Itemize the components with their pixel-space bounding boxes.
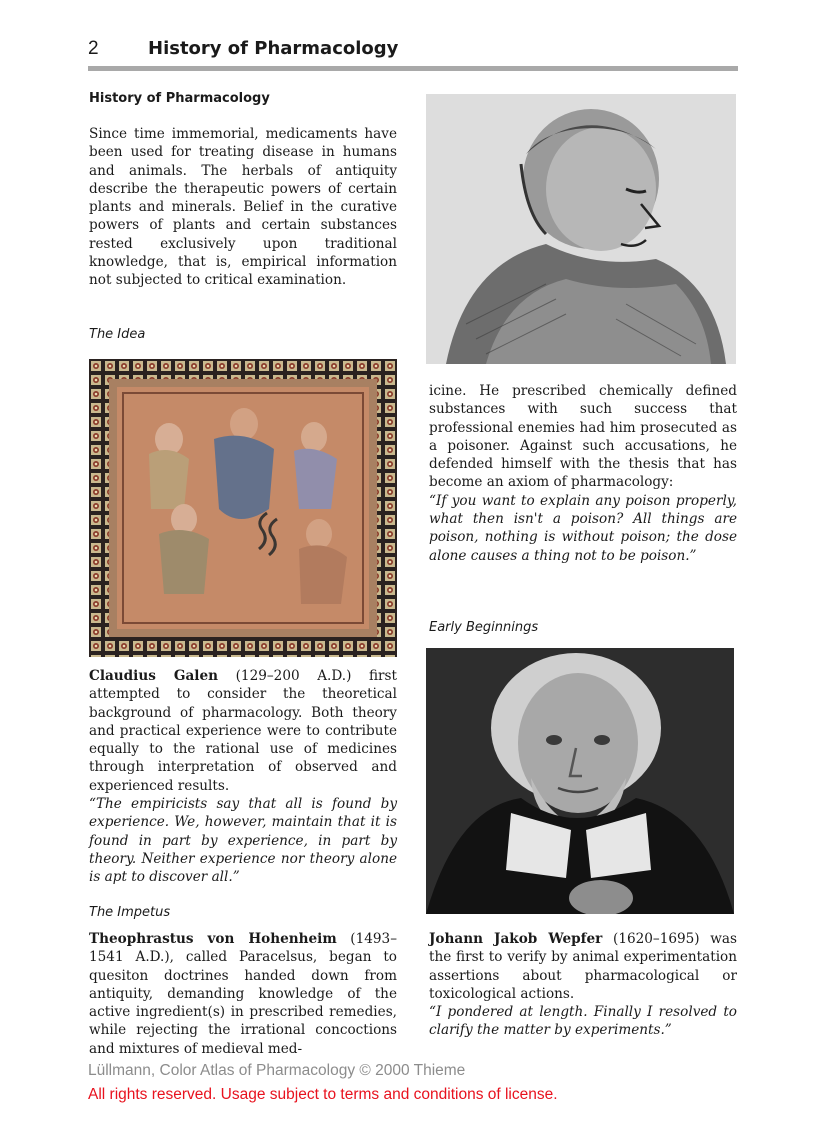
hohenheim-text: (1493–1541 A.D.), called Paracelsus, began to quesiton doctrines handed down from antiquity, demanding knowledge of the active ingredient(s) in prescribed remedies, while rejecting the irrational concoctions and mixtures of medieval med- — [89, 931, 397, 1057]
wepfer-quote: “I pondered at length. Finally I resolved to clarify the matter by experiments.” — [429, 1004, 737, 1039]
manuscript-image — [89, 359, 397, 657]
galen-text: (129–200 A.D.) first attempted to consider the theoretical background of pharmacology. Both theory and practical experience were to contribute equally to the rational use of medicines through interpretation of observed and experienced results. — [89, 668, 397, 794]
wepfer-name: Johann Jakob Wepfer — [429, 931, 603, 947]
early-heading: Early Beginnings — [429, 620, 539, 635]
galen-manuscript-illustration — [89, 359, 397, 657]
impetus-heading: The Impetus — [89, 905, 171, 920]
intro-text: Since time immemorial, medicaments have been used for treating disease in humans and animals. The herbals of antiquity describe the therapeutic powers of certain plants and minerals. Belief in the curative powers of plants and certain substances rested exclusively upon traditional knowledge, that is, empirical information not subjected to critical examination. — [89, 126, 397, 289]
idea-heading: The Idea — [89, 327, 146, 342]
running-title: History of Pharmacology — [148, 38, 399, 59]
galen-paragraph — [89, 667, 397, 887]
paracelsus-portrait — [426, 94, 736, 364]
wepfer-text: (1620–1695) was the first to verify by animal experimentation assertions about pharmacological or toxicological actions. — [429, 931, 738, 1002]
page-number: 2 — [88, 38, 99, 59]
wepfer-paragraph — [429, 930, 737, 1040]
paracelsus-paragraph — [429, 382, 737, 565]
intro-paragraph — [89, 125, 397, 290]
subheading-early — [429, 620, 737, 636]
engraving-image — [426, 94, 736, 364]
section-heading-history — [89, 91, 397, 107]
license-notice: All rights reserved. Usage subject to terms and conditions of license. — [88, 1086, 558, 1103]
header-rule — [88, 66, 738, 71]
paracelsus-quote: “If you want to explain any poison properly, what then isn't a poison? All things are poison, nothing is without poison; the dose alone causes a thing not to be poison.” — [429, 492, 737, 564]
section-heading: History of Pharmacology — [89, 91, 270, 106]
subheading-idea — [89, 327, 397, 343]
galen-quote: “The empiricists say that all is found by experience. We, however, maintain that it is found in part by experience, in part by theory. Neither experience nor theory alone is apt to discover all.” — [89, 796, 397, 886]
galen-name: Claudius Galen — [89, 668, 219, 684]
page-header — [88, 38, 738, 60]
portrait-image — [426, 648, 734, 914]
wepfer-portrait — [426, 648, 734, 914]
hohenheim-paragraph — [89, 930, 397, 1058]
paracelsus-continuation: icine. He prescribed chemically defined substances with such success that professional enemies had him prosecuted as a poisoner. Against such accusations, he defended himself with the thesis that has become an axiom of pharmacology: — [429, 383, 737, 491]
subheading-impetus — [89, 905, 397, 921]
hohenheim-name: Theophrastus von Hohenheim — [89, 931, 337, 947]
copyright-credit: Lüllmann, Color Atlas of Pharmacology © 2000 Thieme — [88, 1062, 466, 1079]
